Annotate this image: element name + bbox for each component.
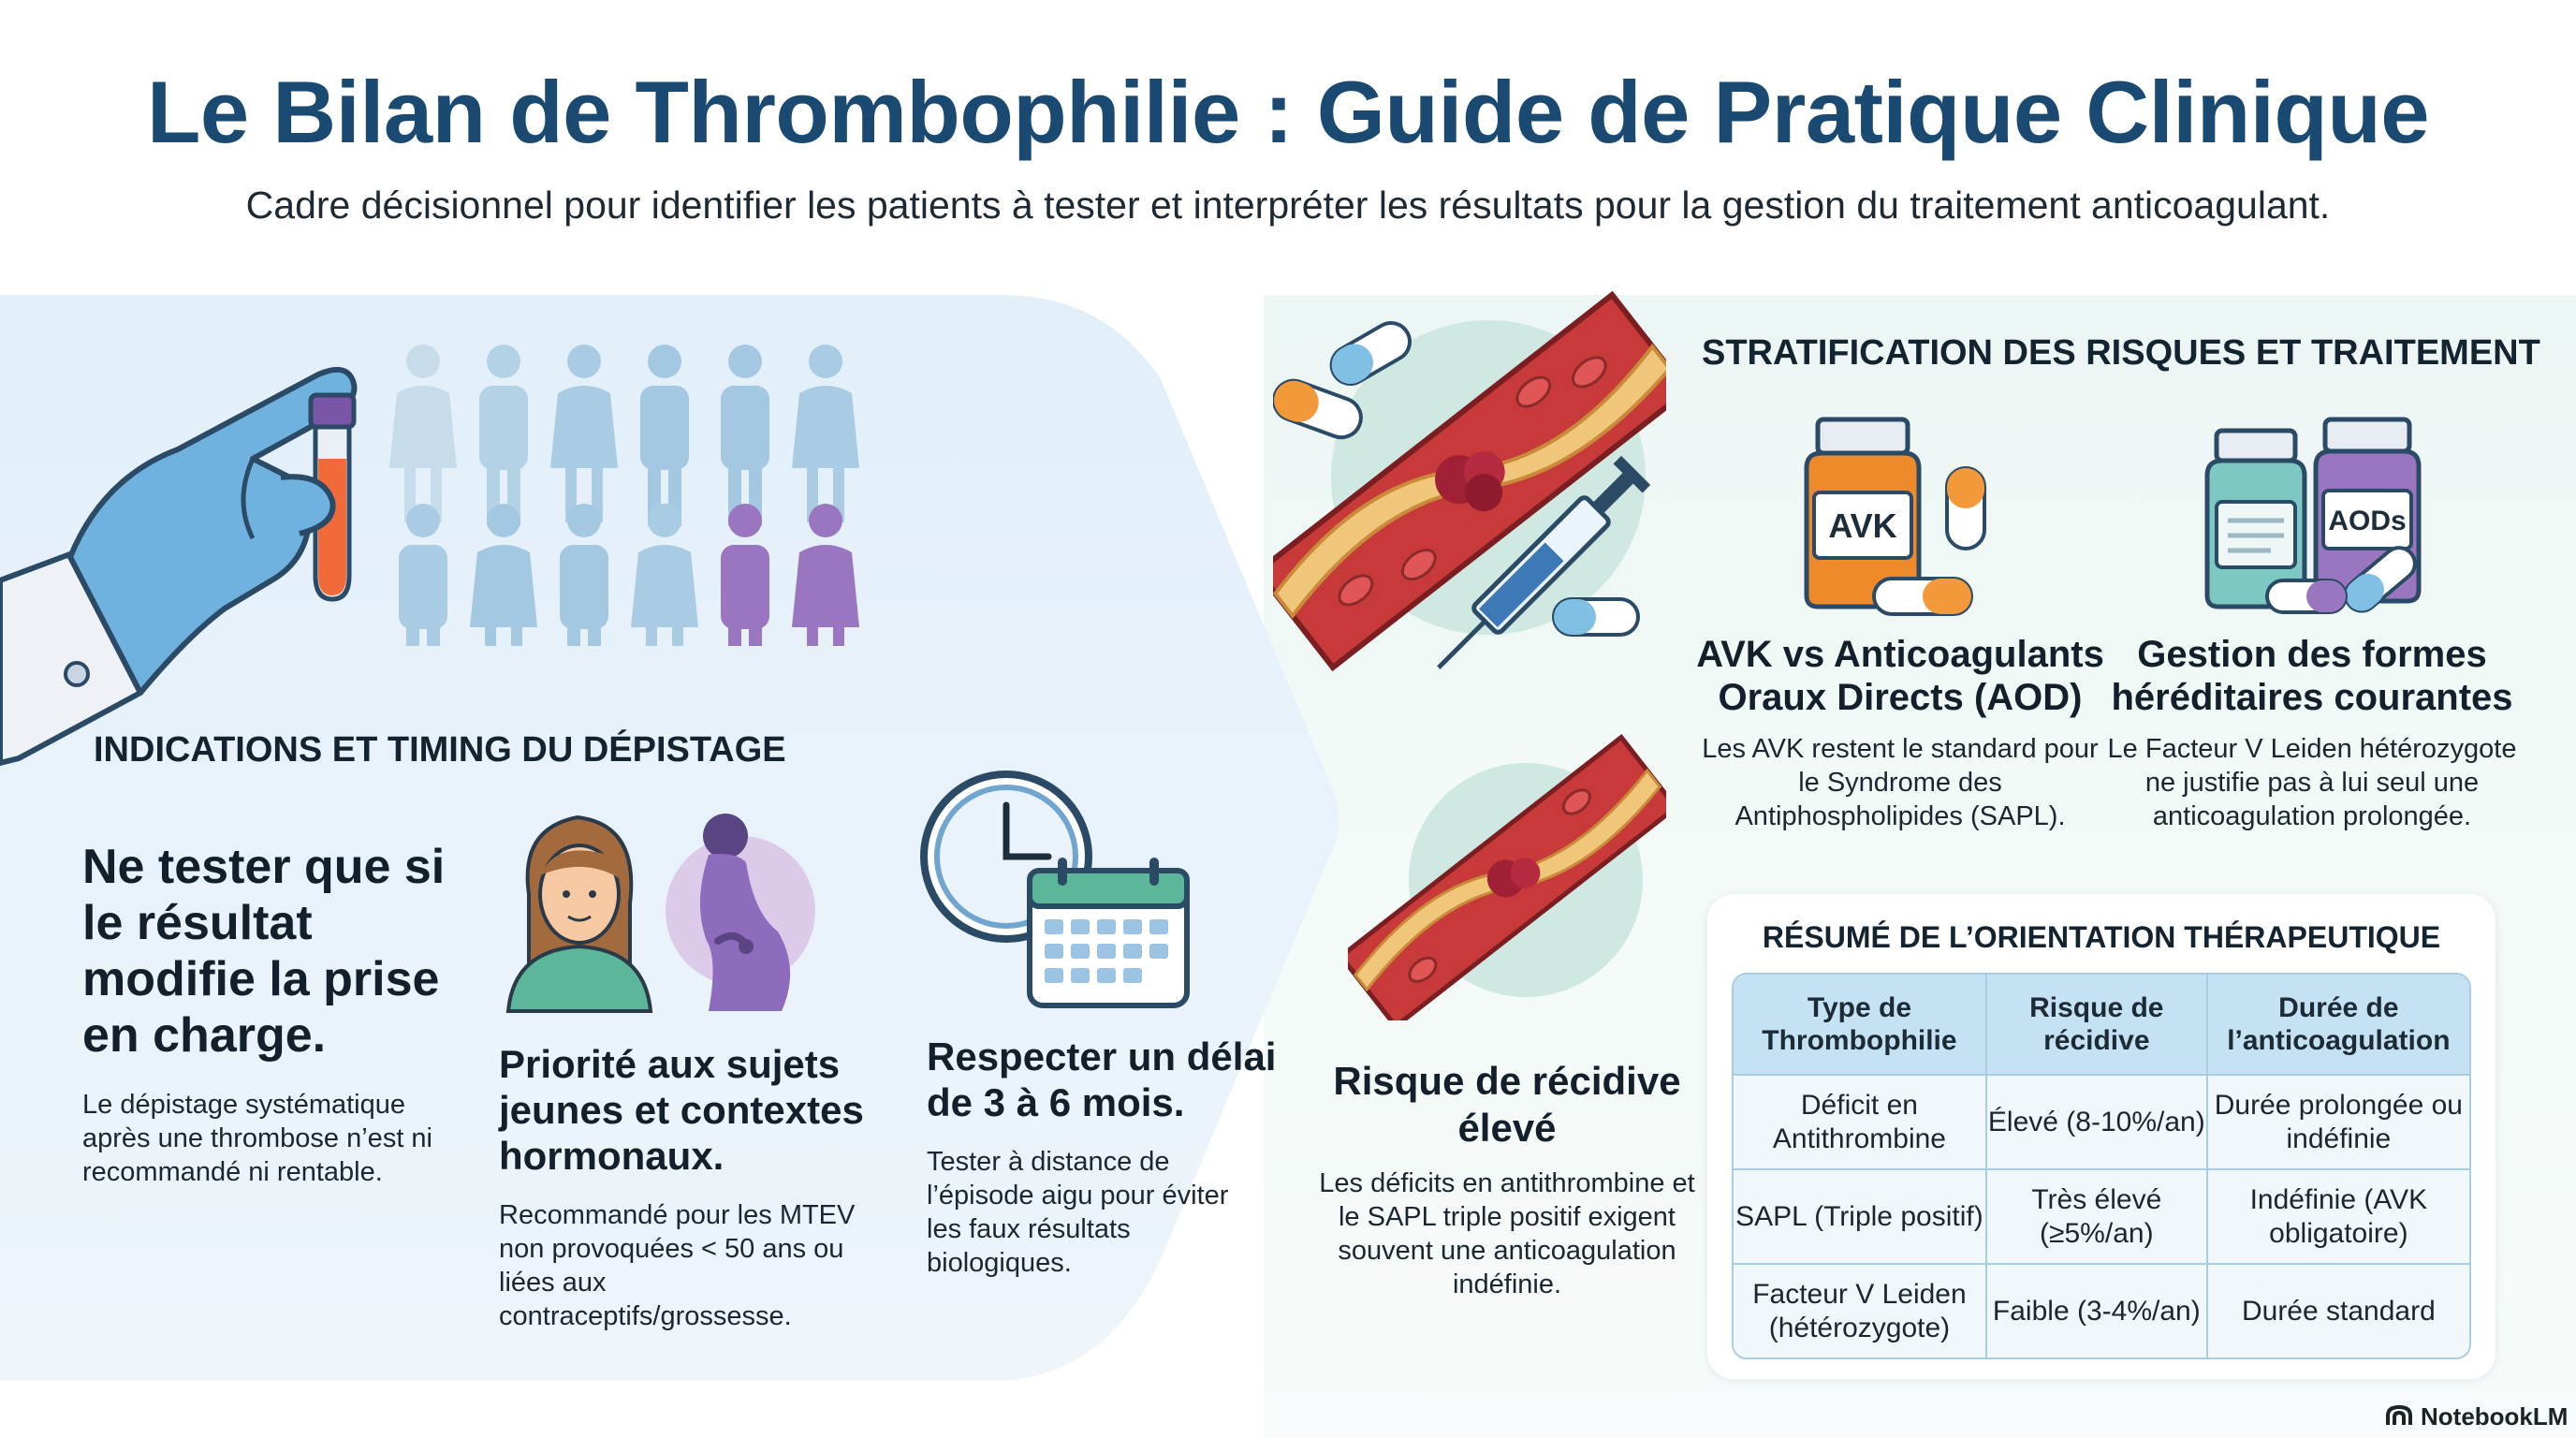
section-title-indications: INDICATIONS ET TIMING DU DÉPISTAGE: [94, 730, 786, 770]
therapy-summary-table: [1732, 973, 2471, 1359]
table-cell: Durée prolongée ou indéfinie: [2208, 1074, 2469, 1168]
table-cell: Durée standard: [2208, 1263, 2469, 1357]
blood-vessel-clot-pills-syringe-icon: [1273, 290, 1666, 683]
table-row: [1734, 1168, 2469, 1263]
page-title: Le Bilan de Thrombophilie : Guide de Pratique Clinique: [146, 63, 2430, 161]
aod-label: AODs: [2328, 506, 2407, 536]
section-title-stratification: STRATIFICATION DES RISQUES ET TRAITEMENT: [1702, 333, 2540, 373]
indication-1-body: Le dépistage systématique après une thrombose n’est ni recommandé ni rentable.: [82, 1090, 432, 1187]
recurrence-risk-heading: Risque de récidive élevé: [1333, 1059, 1681, 1150]
indication-3-body: Tester à distance de l’épisode aigu pour éviter les faux résultats biologiques.: [927, 1147, 1229, 1278]
hereditary-forms-body: Le Facteur V Leiden hétérozygote ne justifie pas à lui seul une anticoagulation prolongée.: [2107, 734, 2517, 831]
avk-vs-aod-heading: AVK vs Anticoagulants Oraux Directs (AOD): [1696, 634, 2104, 718]
avk-bottle-icon: [1797, 412, 1994, 618]
notebooklm-logo-icon: [2385, 1404, 2413, 1427]
gloved-hand-test-tube-icon: [0, 337, 393, 768]
avk-vs-aod-body: Les AVK restent le standard pour le Syndrome des Antiphospholipides (SAPL).: [1702, 734, 2099, 831]
table-cell: Déficit en Antithrombine: [1734, 1074, 1987, 1168]
clock-calendar-icon: [917, 768, 1198, 1011]
column-header-type: Type de Thrombophilie: [1734, 975, 1987, 1074]
recurrence-risk-body: Les déficits en antithrombine et le SAPL triple positif exigent souvent une anticoagulation indéfinie.: [1319, 1168, 1695, 1299]
column-header-risk: Risque de récidive: [1987, 975, 2208, 1074]
table-cell: Indéfinie (AVK obligatoire): [2208, 1168, 2469, 1263]
avk-label: AVK: [1828, 506, 1897, 545]
table-cell: SAPL (Triple positif): [1734, 1168, 1987, 1263]
blood-vessel-clot-icon: [1348, 730, 1666, 1020]
population-people-icon: [384, 337, 871, 646]
aod-bottles-icon: [2200, 412, 2434, 618]
table-row: [1734, 1074, 2469, 1168]
indication-2-heading: Priorité aux sujets jeunes et contextes hormonaux.: [499, 1042, 864, 1178]
table-row: [1734, 1263, 2469, 1357]
hereditary-forms-heading: Gestion des formes héréditaires courantes: [2111, 634, 2513, 718]
indication-2-body: Recommandé pour les MTEV non provoquées < 50 ans ou liées aux contraceptifs/grossesse.: [499, 1200, 856, 1331]
table-cell: Faible (3-4%/an): [1987, 1263, 2208, 1357]
indication-3-heading: Respecter un délai de 3 à 6 mois.: [927, 1034, 1277, 1124]
table-cell: Très élevé (≥5%/an): [1987, 1168, 2208, 1263]
brand-label: NotebookLM: [2421, 1402, 2569, 1431]
table-header-row: [1734, 975, 2469, 1074]
therapy-summary-title: RÉSUMÉ DE L’ORIENTATION THÉRAPEUTIQUE: [1762, 920, 2441, 954]
young-woman-pregnant-woman-icon: [501, 800, 819, 1016]
column-header-duration: Durée de l’anticoagulation: [2208, 975, 2469, 1074]
indication-1-heading: Ne tester que si le résultat modifie la prise en charge.: [82, 840, 446, 1063]
therapy-summary-card: [1707, 894, 2496, 1379]
page-subtitle: Cadre décisionnel pour identifier les patients à tester et interpréter les résultats pour la gestion du traitement anticoagulant.: [245, 183, 2331, 227]
table-cell: Facteur V Leiden (hétérozygote): [1734, 1263, 1987, 1357]
table-cell: Élevé (8-10%/an): [1987, 1074, 2208, 1168]
